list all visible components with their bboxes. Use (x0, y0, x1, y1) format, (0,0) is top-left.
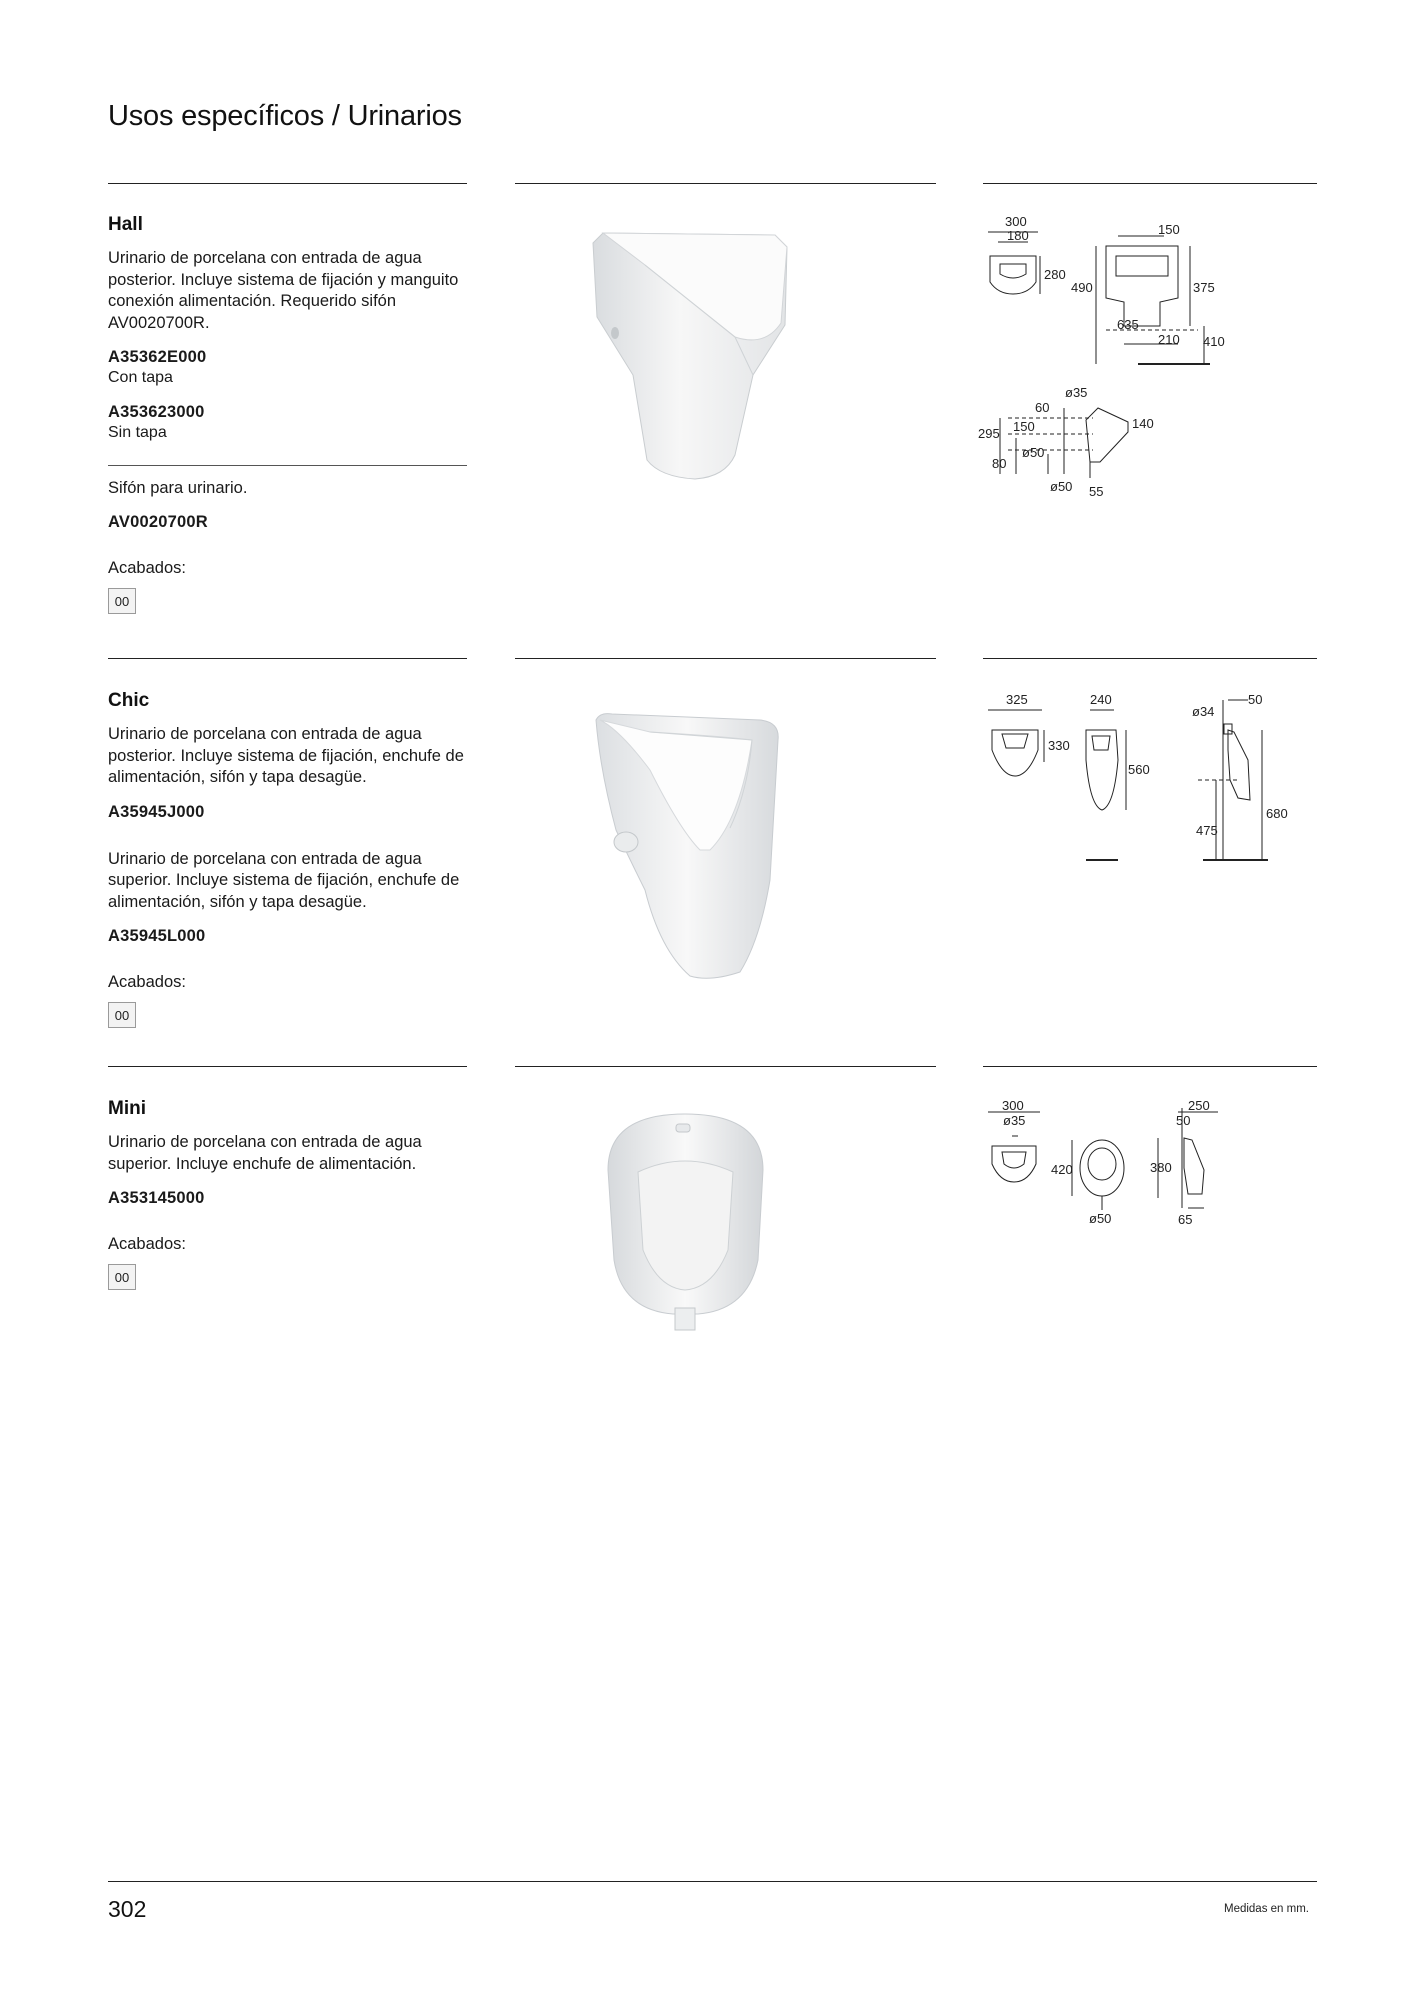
dimension-label: 55 (1089, 484, 1104, 499)
finish-swatch[interactable]: 00 (108, 588, 136, 614)
dimension-label: 325 (1006, 692, 1028, 707)
dimension-label: 300 (1005, 214, 1027, 229)
product-description: Urinario de porcelana con entrada de agua superior. Incluye sistema de fijación, enchufe de alimentación, sifón y tapa desagüe. (108, 849, 460, 911)
dimension-label: 330 (1048, 738, 1070, 753)
dimension-label: 180 (1007, 228, 1029, 243)
section-divider (983, 658, 1317, 659)
finishes-label: Acabados: (108, 558, 186, 577)
dimension-label: 680 (1266, 806, 1288, 821)
page-title: Usos específicos / Urinarios (108, 100, 462, 132)
section-divider (515, 183, 936, 184)
product-description: Urinario de porcelana con entrada de agua posterior. Incluye sistema de fijación y manguito conexión alimentación. Requerido sifón AV0020700R. (108, 249, 459, 332)
chic-urinal-photo (590, 710, 790, 985)
section-divider (983, 183, 1317, 184)
product-description: Urinario de porcelana con entrada de agua posterior. Incluye sistema de fijación, enchufe de alimentación, sifón y tapa desagüe. (108, 725, 464, 786)
hall-urinal-photo (585, 225, 795, 485)
product-variant: Sin tapa (108, 424, 167, 441)
dimension-label: 240 (1090, 692, 1112, 707)
dimension-label: 560 (1128, 762, 1150, 777)
mini-urinal-photo (598, 1110, 773, 1335)
dimension-label: 300 (1002, 1098, 1024, 1113)
dimension-label: 410 (1203, 334, 1225, 349)
accessory-code: AV0020700R (108, 512, 208, 531)
dimension-label: 50 (1176, 1113, 1191, 1128)
dimension-label: 150 (1013, 419, 1035, 434)
dimension-label: 295 (978, 426, 1000, 441)
dimension-label: ø50 (1022, 445, 1045, 460)
dimension-label: 140 (1132, 416, 1154, 431)
dimension-label: ø34 (1192, 704, 1215, 719)
page-number: 302 (108, 1896, 147, 1922)
dimension-label: 250 (1188, 1098, 1210, 1113)
section-divider (108, 658, 467, 659)
dimension-label: ø35 (1065, 385, 1088, 400)
dimension-label: 80 (992, 456, 1007, 471)
product-variant: Con tapa (108, 369, 173, 386)
dimension-label: 280 (1044, 267, 1066, 282)
section-divider (108, 183, 467, 184)
product-code: A35945L000 (108, 927, 206, 945)
product-name: Chic (108, 690, 150, 711)
section-divider (983, 1066, 1317, 1067)
dimension-label: ø50 (1050, 479, 1073, 494)
dimension-label: ø35 (1003, 1113, 1026, 1128)
measurements-note: Medidas en mm. (1223, 1903, 1309, 1915)
dimension-labels (1006, 692, 1288, 838)
accessory-description: Sifón para urinario. (108, 479, 248, 497)
product-description: Urinario de porcelana con entrada de agua superior. Incluye enchufe de alimentación. (108, 1133, 422, 1173)
dimension-label: 150 (1158, 222, 1180, 237)
dimension-label: 490 (1071, 280, 1093, 295)
product-mini (108, 1098, 468, 1290)
dimension-label: 375 (1193, 280, 1215, 295)
finish-swatch[interactable]: 00 (108, 1264, 136, 1290)
footer-divider (108, 1881, 1317, 1882)
section-divider (108, 1066, 467, 1067)
dimension-label: 50 (1248, 692, 1263, 707)
product-name: Hall (108, 214, 143, 235)
dimension-label: 475 (1196, 823, 1218, 838)
hall-technical-drawing (978, 212, 1225, 502)
product-code: A353623000 (108, 403, 205, 421)
chic-technical-drawing (978, 690, 1308, 870)
dimension-label: 210 (1158, 332, 1180, 347)
dimension-label: 380 (1150, 1160, 1172, 1175)
finishes-label: Acabados: (108, 973, 186, 991)
dimension-label: ø50 (1089, 1211, 1112, 1226)
section-divider (515, 1066, 936, 1067)
product-code: A353145000 (108, 1189, 205, 1207)
mini-technical-drawing (978, 1098, 1238, 1238)
dimension-labels (978, 214, 1225, 499)
dimension-labels (1002, 1098, 1210, 1227)
product-name: Mini (108, 1098, 146, 1119)
dimension-label: 420 (1051, 1162, 1073, 1177)
product-code: A35945J000 (108, 802, 205, 821)
dimension-label: 60 (1035, 400, 1050, 415)
accessory-divider (108, 465, 467, 466)
finish-swatch[interactable]: 00 (108, 1002, 136, 1028)
product-hall (108, 214, 468, 614)
dimension-label: 635 (1117, 317, 1139, 332)
finishes-label: Acabados: (108, 1235, 186, 1253)
product-code: A35362E000 (108, 348, 207, 366)
section-divider (515, 658, 936, 659)
product-chic (108, 690, 468, 1028)
dimension-label: 65 (1178, 1212, 1193, 1227)
